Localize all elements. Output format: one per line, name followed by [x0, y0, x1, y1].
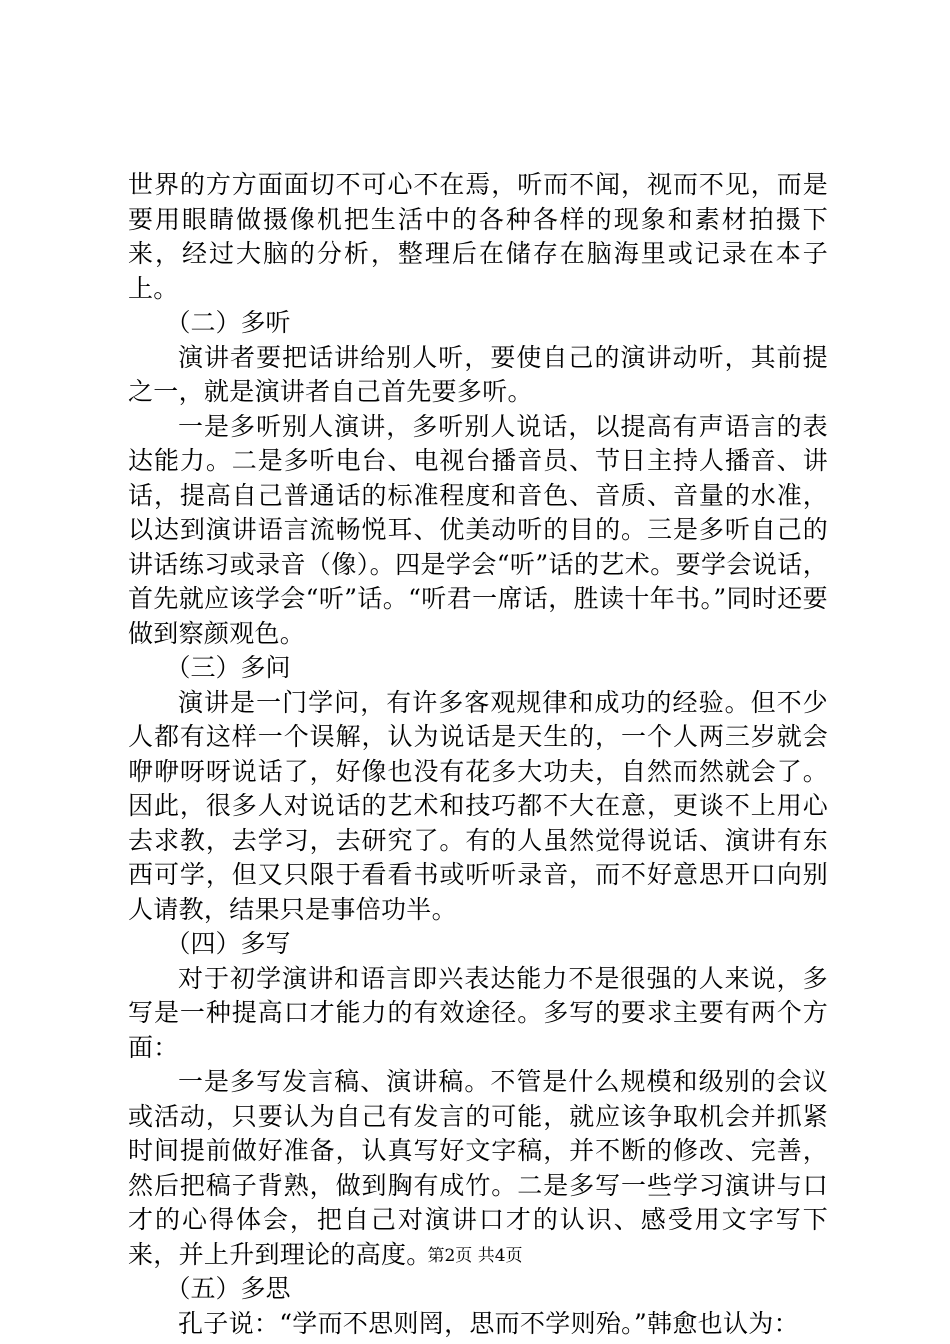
section-heading: （五）多思 [165, 1274, 291, 1303]
section-heading: （四）多写 [165, 929, 291, 958]
body-paragraph: 一是多听别人演讲，多听别人说话，以提高有声语言的表达能力。二是多听电台、电视台播音员、节日主持人播音、讲话，提高自己普通话的标准程度和音色、音质、音量的水准，以达到演讲语言流畅悦耳、优美动听的目的。三是多听自己的讲话练习或录音（像）。四是学会“听”话的艺术。要学会说话，首先就应该学会“听”话。“听君一席话，胜读十年书。”同时还要做到察颜观色。 [128, 411, 828, 648]
section-heading: （三）多问 [165, 653, 291, 682]
body-paragraph: 对于初学演讲和语言即兴表达能力不是很强的人来说，多写是一种提高口才能力的有效途径。多写的要求主要有两个方面： [128, 963, 828, 1062]
body-paragraph: 演讲是一门学问，有许多客观规律和成功的经验。但不少人都有这样一个误解，认为说话是天生的，一个人两三岁就会咿咿呀呀说话了，好像也没有花多大功夫，自然而然就会了。因此，很多人对说话的艺术和技巧都不大在意，更谈不上用心去求教，去学习，去研究了。有的人虽然觉得说话、演讲有东西可学，但又只限于看看书或听听录音，而不好意思开口向别人请教，结果只是事倍功半。 [128, 687, 828, 924]
body-paragraph: 孔子说：“学而不思则罔，思而不学则殆。”韩愈也认为： [178, 1308, 799, 1338]
document-body [128, 168, 828, 1341]
body-paragraph: 世界的方方面面切不可心不在焉，听而不闻，视而不见，而是要用眼睛做摄像机把生活中的各种各样的现象和素材拍摄下来，经过大脑的分析，整理后在储存在脑海里或记录在本子上。 [128, 170, 828, 303]
section-heading: （二）多听 [165, 308, 291, 337]
body-paragraph: 一是多写发言稿、演讲稿。不管是什么规模和级别的会议或活动，只要认为自己有发言的可能，就应该争取机会并抓紧时间提前做好准备，认真写好文字稿，并不断的修改、完善，然后把稿子背熟，做到胸有成竹。二是多写一些学习演讲与口才的心得体会，把自己对演讲口才的认识、感受用文字写下来，并上升到理论的高度。 [128, 1067, 828, 1269]
body-paragraph: 演讲者要把话讲给别人听，要使自己的演讲动听，其前提之一，就是演讲者自己首先要多听。 [128, 342, 828, 406]
page-footer: 第2页 共4页 [427, 1246, 523, 1266]
